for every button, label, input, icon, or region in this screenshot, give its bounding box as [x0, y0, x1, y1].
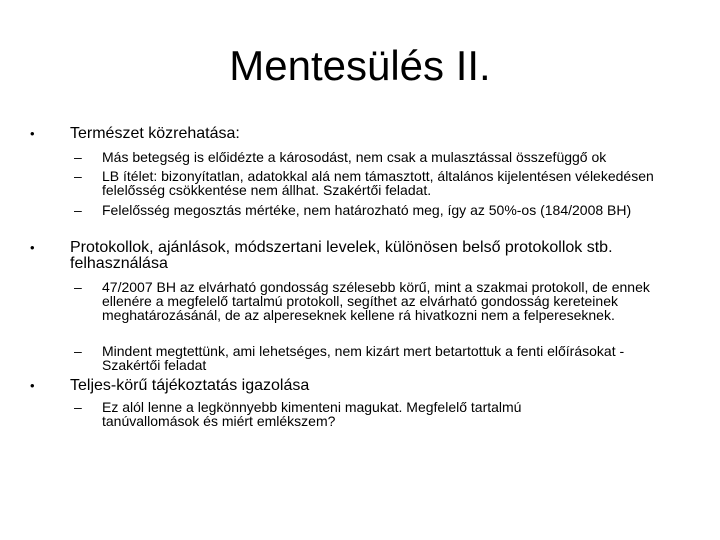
slide-title: Mentesülés II.: [229, 42, 491, 89]
dash-marker: –: [74, 168, 82, 184]
dash-marker: –: [74, 279, 82, 295]
bullet-text: Természet közrehatása:: [70, 125, 240, 142]
sub-bullet-text: 47/2007 BH az elvárható gondosság szélesebb körű, mint a szakmai protokoll, de ennek ellenére a megfelelő tartalmú protokoll, segíthet az elvárható gondosság kereteinek meghatározásánál, de az alpereseknek kellene rá hivatkozni nem a felpereseknek.: [102, 279, 650, 323]
sub-bullet-item: [74, 149, 692, 165]
dash-marker: –: [74, 343, 82, 359]
sub-bullet-item: [74, 399, 612, 429]
sub-bullet-item: [74, 168, 662, 198]
sub-bullet-text: Ez alól lenne a legkönnyebb kimenteni magukat. Megfelelő tartalmú tanúvallomások és miért emlékszem?: [102, 399, 522, 429]
bullet-marker: •: [30, 240, 35, 255]
bullet-text: Protokollok, ajánlások, módszertani levelek, különösen belső protokollok stb. felhasználása: [70, 239, 613, 272]
sub-bullet-text: Mindent megtettünk, ami lehetséges, nem kizárt mert betartottuk a fenti előírásokat - Szakértői feladat: [102, 343, 625, 373]
sub-bullet-text: Felelősség megosztás mértéke, nem határozható meg, így az 50%-os (184/2008 BH): [102, 202, 632, 218]
bullet-item: [30, 239, 690, 272]
dash-marker: –: [74, 149, 82, 165]
dash-marker: –: [74, 399, 82, 415]
sub-bullet-text: Más betegség is előidézte a károsodást, nem csak a mulasztással összefüggő ok: [102, 149, 607, 165]
bullet-item: [30, 125, 690, 142]
bullet-marker: •: [30, 126, 35, 141]
sub-bullet-text: LB ítélet: bizonyítatlan, adatokkal alá nem támasztott, általános kijelentésen vélekedésen felelősség csökkentése nem állhat. Szakértői feladat.: [102, 168, 654, 198]
sub-bullet-item: [74, 202, 692, 218]
sub-bullet-item: [74, 279, 682, 323]
bullet-marker: •: [30, 378, 35, 393]
sub-bullet-item: [74, 343, 632, 373]
bullet-item: [30, 377, 690, 394]
bullet-text: Teljes-körű tájékoztatás igazolása: [70, 377, 310, 394]
dash-marker: –: [74, 202, 82, 218]
